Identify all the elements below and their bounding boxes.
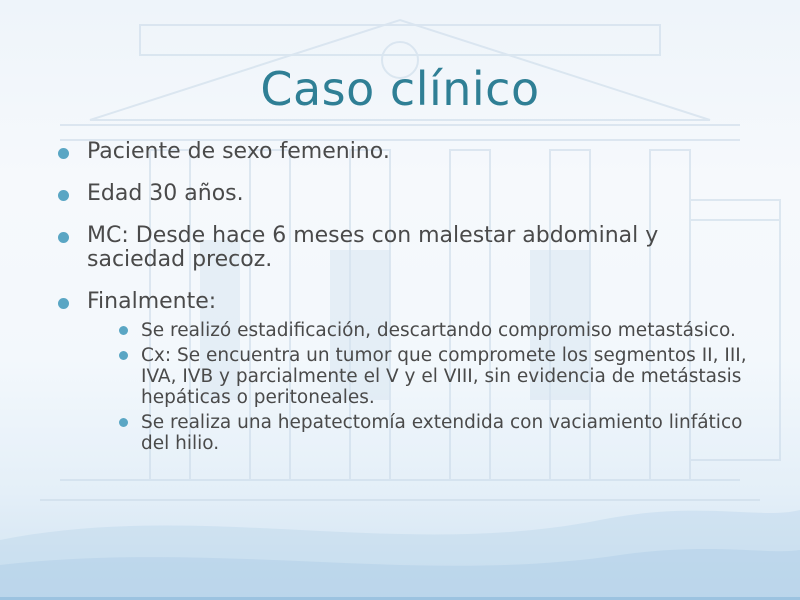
sub-bullet-item: Se realiza una hepatectomía extendida con vaciamiento linfático del hilio. — [119, 412, 758, 454]
bullet-item-label: Finalmente: — [87, 289, 217, 314]
slide-title: Caso clínico — [260, 62, 540, 116]
sub-bullet-item: Se realizó estadificación, descartando compromiso metastásico. — [119, 320, 758, 341]
sub-bullet-list — [87, 320, 758, 454]
bullet-item: Edad 30 años. — [58, 182, 758, 206]
bullet-item: Paciente de sexo femenino. — [58, 140, 758, 164]
bullet-list — [58, 140, 758, 472]
bullet-item-with-subitems — [58, 290, 758, 454]
bullet-item: MC: Desde hace 6 meses con malestar abdominal y saciedad precoz. — [58, 224, 758, 272]
sub-bullet-item: Cx: Se encuentra un tumor que compromete los segmentos II, III, IVA, IVB y parcialmente el V y el VIII, sin evidencia de metástasis hepáticas o peritoneales. — [119, 345, 758, 408]
